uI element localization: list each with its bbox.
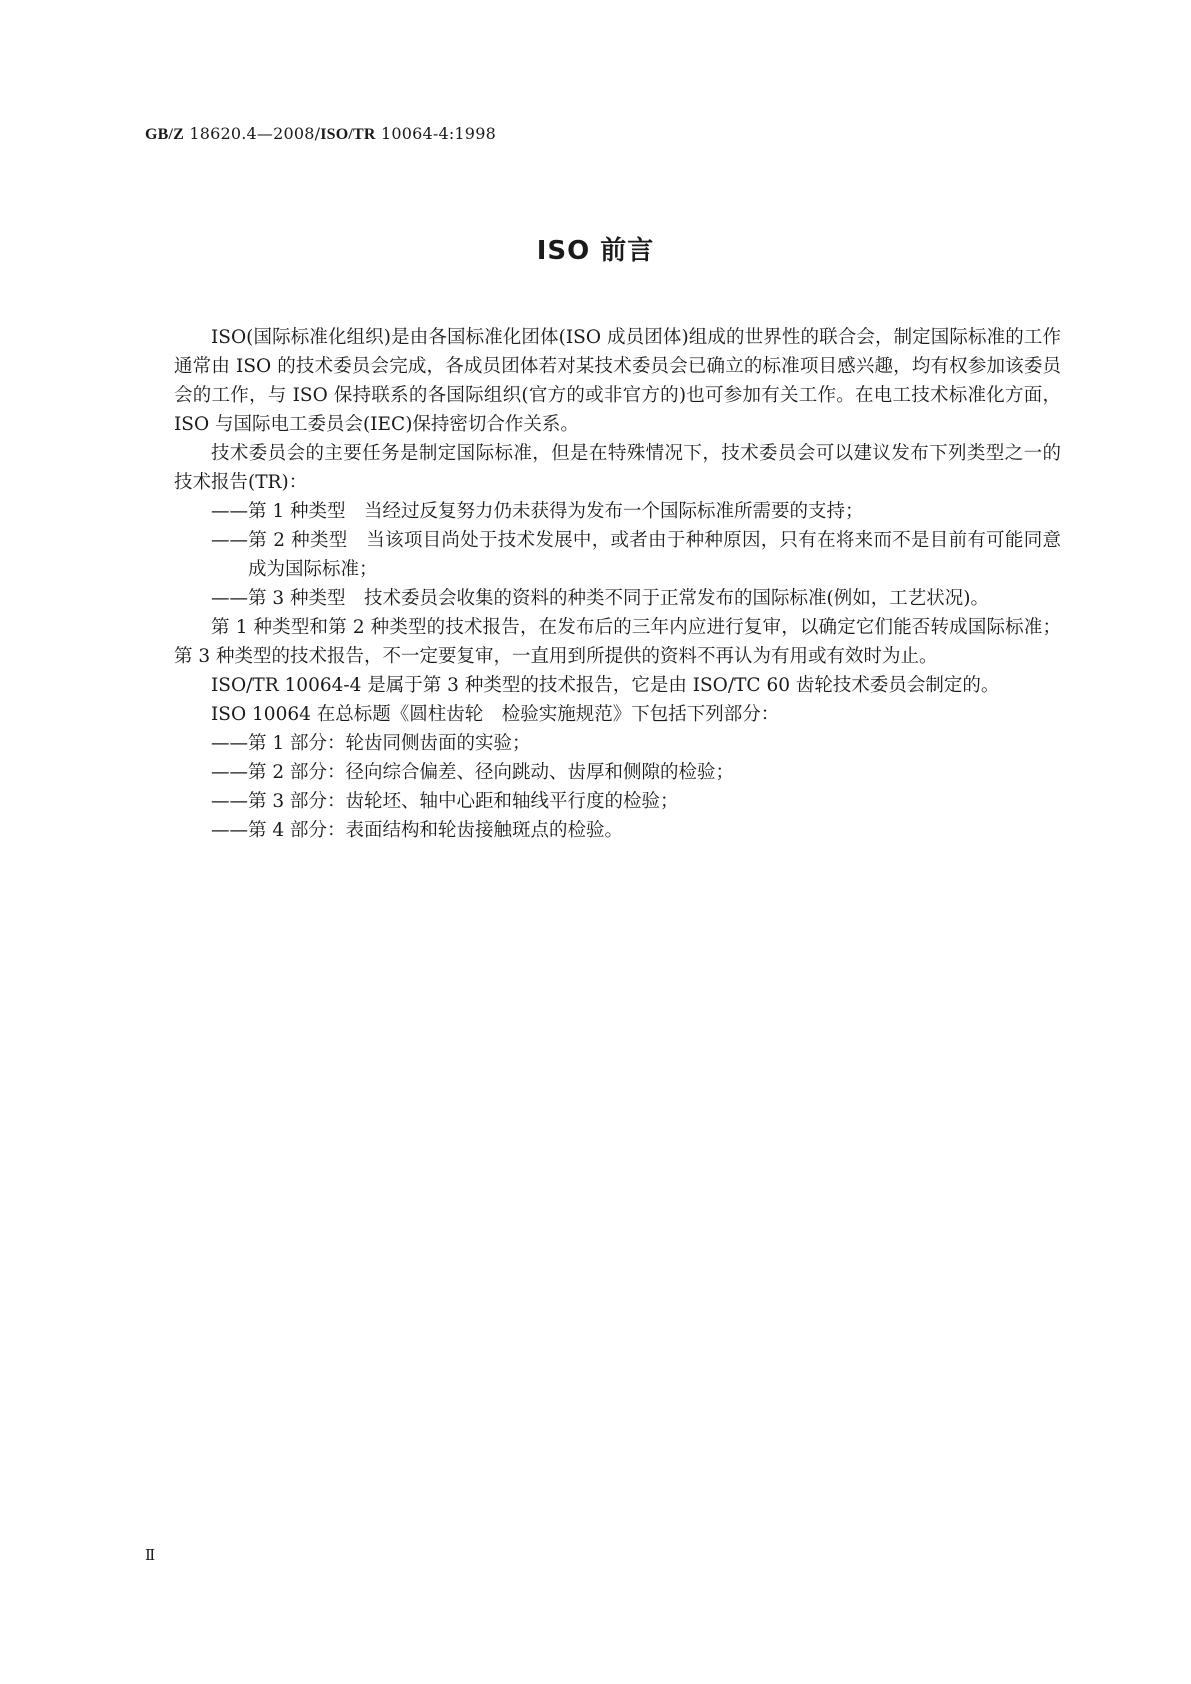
paragraph-tr-origin: ISO/TR 10064-4 是属于第 3 种类型的技术报告，它是由 ISO/TC 60 齿轮技术委员会制定的。 <box>211 675 1000 696</box>
list-item-type-2: ——第 2 种类型 当该项目尚处于技术发展中，或者由于种种原因，只有在将来而不是目前有可能同意成为国际标准； <box>211 530 1061 580</box>
list-item-part-1: ——第 1 部分：轮齿同侧齿面的实验； <box>211 733 531 754</box>
page-title: ISO 前言 <box>536 236 655 266</box>
list-item-part-4: ——第 4 部分：表面结构和轮齿接触斑点的检验。 <box>211 820 624 841</box>
header-code-prefix: GB/Z <box>145 126 185 143</box>
paragraph-tr-types-intro: 技术委员会的主要任务是制定国际标准，但是在特殊情况下，技术委员会可以建议发布下列类型之一的技术报告(TR)： <box>174 443 1061 493</box>
list-item-type-3: ——第 3 种类型 技术委员会收集的资料的种类不同于正常发布的国际标准(例如，工艺状况)。 <box>211 588 989 609</box>
document-code-header <box>145 124 496 144</box>
paragraph-iso-intro: ISO(国际标准化组织)是由各国标准化团体(ISO 成员团体)组成的世界性的联合会，制定国际标准的工作通常由 ISO 的技术委员会完成，各成员团体若对某技术委员会已确立的标准项目感兴趣，均有权参加该委员会的工作，与 ISO 保持联系的各国际组织(官方的或非官方的)也可参加有关工作。在电工技术标准化方面，ISO 与国际电工委员会(IEC)保持密切合作关系。 <box>174 327 1061 435</box>
page-number: Ⅱ <box>145 1546 156 1564</box>
list-item-type-1: ——第 1 种类型 当经过反复努力仍未获得为发布一个国际标准所需要的支持； <box>211 501 864 522</box>
paragraph-review: 第 1 种类型和第 2 种类型的技术报告，在发布后的三年内应进行复审，以确定它们能否转成国际标准；第 3 种类型的技术报告，不一定要复审，一直用到所提供的资料不再认为有用或有效时为止。 <box>174 617 1061 667</box>
header-code-tail: 10064-4:1998 <box>375 124 496 143</box>
list-item-part-2: ——第 2 部分：径向综合偏差、径向跳动、齿厚和侧隙的检验； <box>211 762 735 783</box>
list-item-part-3: ——第 3 部分：齿轮坯、轴中心距和轴线平行度的检验； <box>211 791 679 812</box>
paragraph-parts-intro: ISO 10064 在总标题《圆柱齿轮 检验实施规范》下包括下列部分： <box>211 704 780 725</box>
header-code-iso: ISO/TR <box>320 126 376 143</box>
foreword-body <box>174 323 1061 845</box>
header-code-number: 18620.4—2008/ <box>184 124 321 143</box>
